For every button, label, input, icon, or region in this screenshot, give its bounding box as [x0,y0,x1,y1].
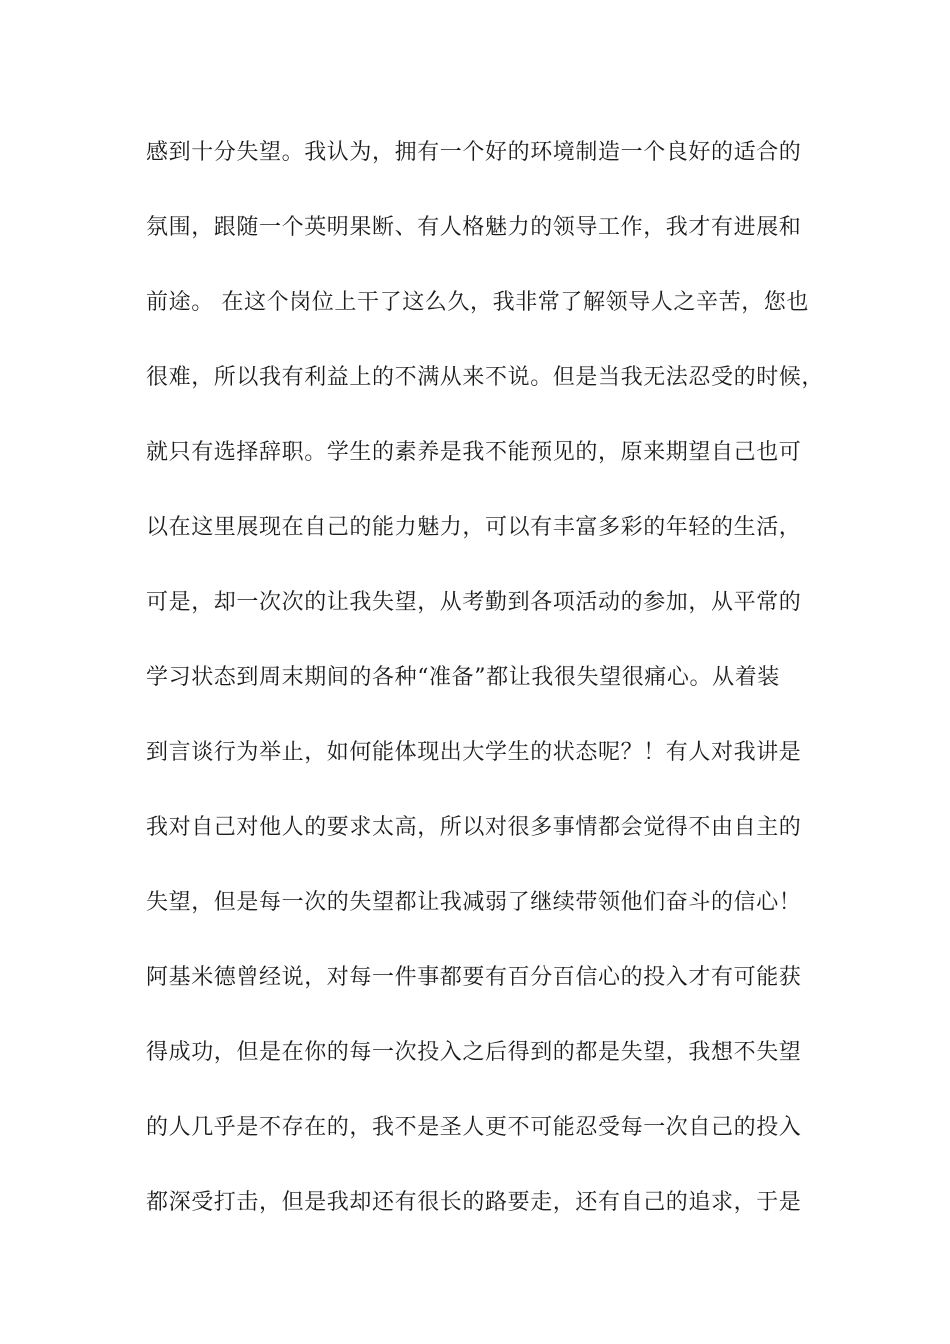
text-line: 就只有选择辞职。学生的素养是我不能预见的，原来期望自己也可 [146,440,802,465]
text-line: 失望，但是每一次的失望都让我减弱了继续带领他们奋斗的信心！ [146,890,802,915]
text-line: 前途。 在这个岗位上干了这么久，我非常了解领导人之辛苦，您也 [146,290,809,315]
text-line: 以在这里展现在自己的能力魅力，可以有丰富多彩的年轻的生活， [146,515,802,540]
text-line: 氛围，跟随一个英明果断、有人格魅力的领导工作，我才有进展和 [146,215,802,240]
text-line: 感到十分失望。我认为，拥有一个好的环境制造一个良好的适合的 [146,140,802,165]
text-line: 学习状态到周末期间的各种“准备”都让我很失望很痛心。从着装 [146,665,780,690]
text-line: 都深受打击，但是我却还有很长的路要走，还有自己的追求，于是 [146,1190,802,1215]
text-line: 我对自己对他人的要求太高，所以对很多事情都会觉得不由自主的 [146,815,802,840]
text-line: 的人几乎是不存在的，我不是圣人更不可能忍受每一次自己的投入 [146,1115,802,1140]
text-line: 可是，却一次次的让我失望，从考勤到各项活动的参加，从平常的 [146,590,802,615]
text-line: 阿基米德曾经说，对每一件事都要有百分百信心的投入才有可能获 [146,965,802,990]
text-line: 得成功，但是在你的每一次投入之后得到的都是失望，我想不失望 [146,1040,802,1065]
document-body [146,135,826,1260]
text-line: 很难，所以我有利益上的不满从来不说。但是当我无法忍受的时候， [146,365,825,390]
text-line: 到言谈行为举止，如何能体现出大学生的状态呢？！有人对我讲是 [146,740,802,765]
